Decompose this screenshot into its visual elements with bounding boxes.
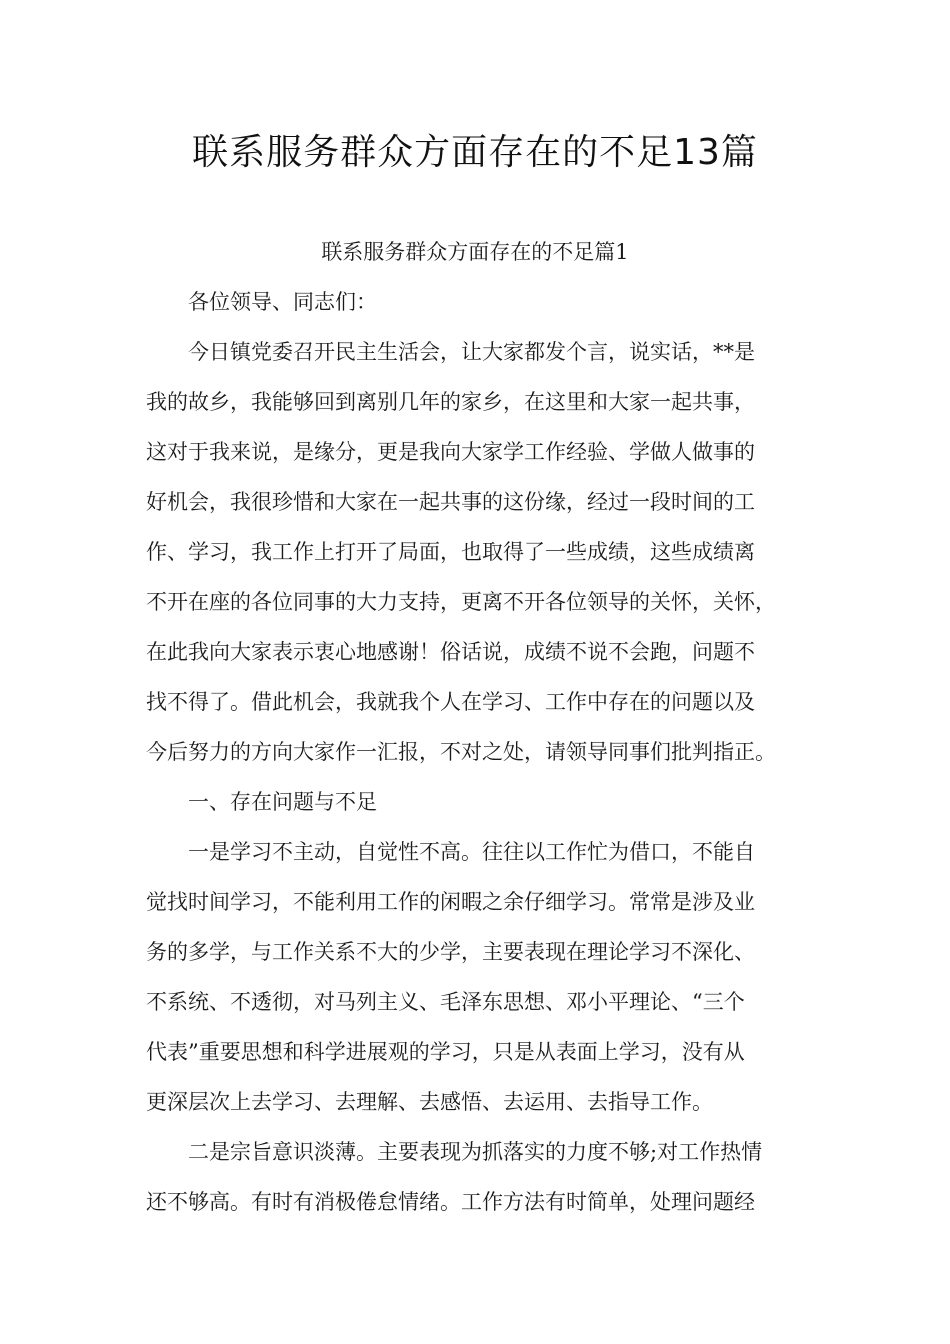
paragraph-line: 不开在座的各位同事的大力支持，更离不开各位领导的关怀，关怀， [146,590,776,614]
paragraph-line: 一是学习不主动，自觉性不高。往往以工作忙为借口，不能自 [188,840,755,864]
section-subtitle: 联系服务群众方面存在的不足篇1 [321,240,629,264]
paragraph-line: 找不得了。借此机会，我就我个人在学习、工作中存在的问题以及 [146,690,755,714]
paragraph-line: 二是宗旨意识淡薄。主要表现为抓落实的力度不够;对工作热情 [188,1140,763,1164]
paragraph-line: 今后努力的方向大家作一汇报，不对之处，请领导同事们批判指正。 [146,740,776,764]
paragraph-line: 觉找时间学习，不能利用工作的闲暇之余仔细学习。常常是涉及业 [146,890,755,914]
paragraph-line: 好机会，我很珍惜和大家在一起共事的这份缘，经过一段时间的工 [146,490,755,514]
paragraph-line: 在此我向大家表示衷心地感谢！俗话说，成绩不说不会跑，问题不 [146,640,755,664]
paragraph-line: 作、学习，我工作上打开了局面，也取得了一些成绩，这些成绩离 [146,540,755,564]
section-heading: 一、存在问题与不足 [188,790,377,814]
salutation-line: 各位领导、同志们： [188,290,377,314]
paragraph-line: 还不够高。有时有消极倦怠情绪。工作方法有时简单，处理问题经 [146,1190,755,1214]
paragraph-line: 代表”重要思想和科学进展观的学习，只是从表面上学习，没有从 [146,1040,745,1064]
paragraph-line: 不系统、不透彻，对马列主义、毛泽东思想、邓小平理论、“三个 [146,990,745,1014]
paragraph-line: 务的多学，与工作关系不大的少学，主要表现在理论学习不深化、 [146,940,755,964]
paragraph-line: 我的故乡，我能够回到离别几年的家乡，在这里和大家一起共事， [146,390,755,414]
paragraph-line: 这对于我来说，是缘分，更是我向大家学工作经验、学做人做事的 [146,440,755,464]
paragraph-line: 更深层次上去学习、去理解、去感悟、去运用、去指导工作。 [146,1090,713,1114]
paragraph-line: 今日镇党委召开民主生活会，让大家都发个言，说实话，**是 [188,340,755,364]
document-title: 联系服务群众方面存在的不足13篇 [192,132,758,173]
